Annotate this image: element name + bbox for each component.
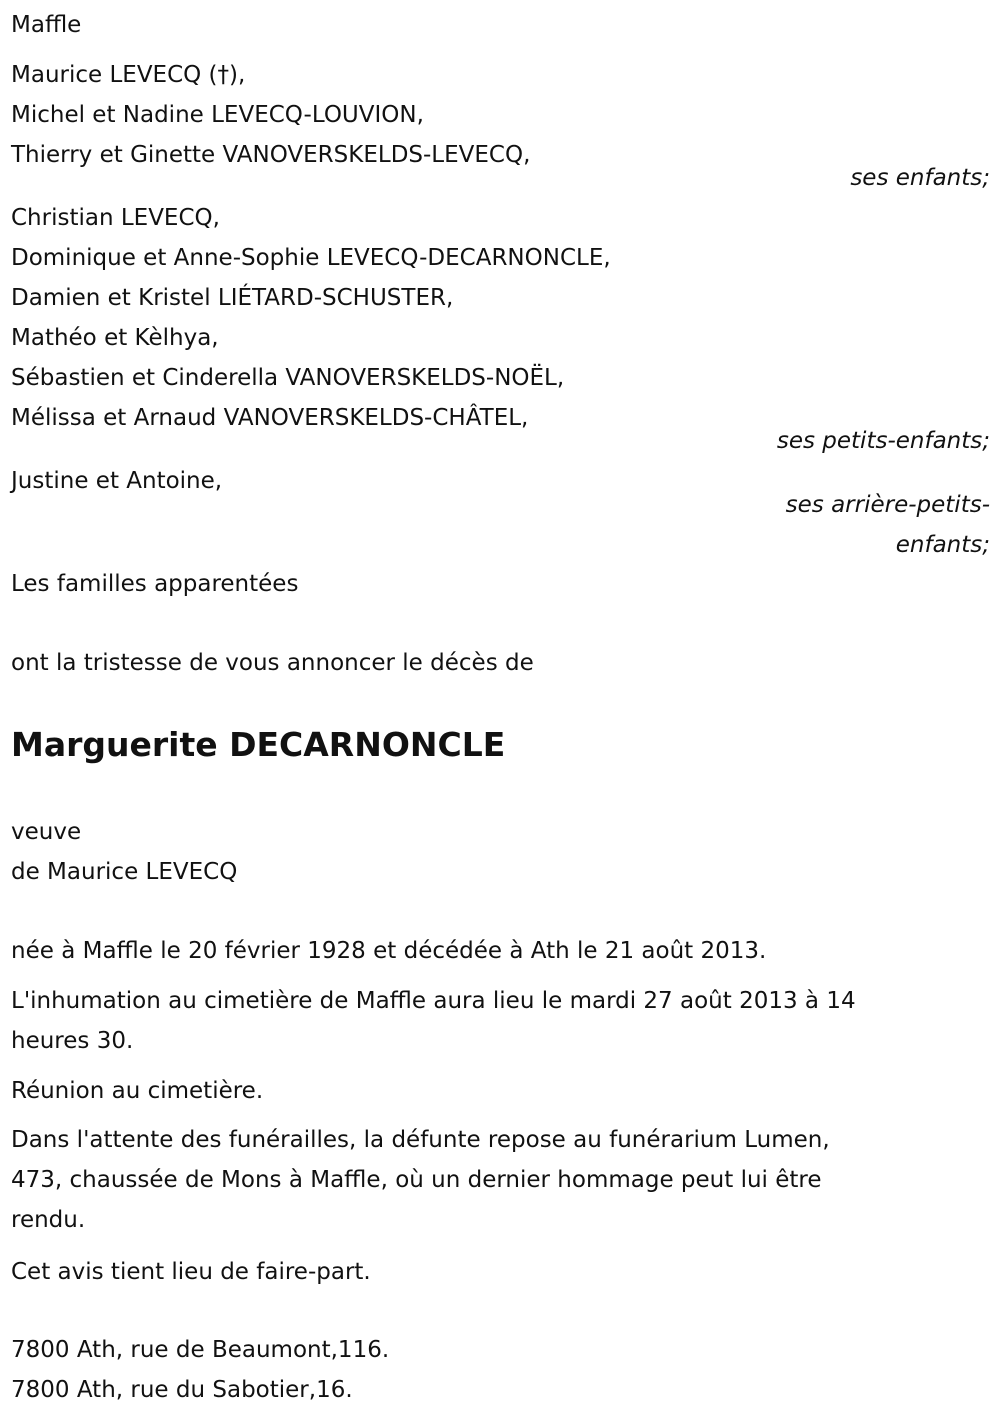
detail-line: Dans l'attente des funérailles, la défunte repose au funérarium Lumen, (11, 1127, 830, 1153)
grandchild-entry: Mélissa et Arnaud VANOVERSKELDS-CHÂTEL, (11, 405, 529, 431)
grandchild-entry: Christian LEVECQ, (11, 205, 220, 231)
grandchild-entry: Damien et Kristel LIÉTARD-SCHUSTER, (11, 285, 454, 311)
grandchild-entry: Sébastien et Cinderella VANOVERSKELDS-NOËL, (11, 365, 565, 391)
announcement: ont la tristesse de vous annoncer le décès de (11, 650, 534, 676)
great-grandchildren-label: enfants; (895, 532, 990, 558)
widow-line: veuve (11, 819, 82, 845)
great-grandchild-entry: Justine et Antoine, (11, 468, 223, 494)
grandchild-entry: Dominique et Anne-Sophie LEVECQ-DECARNONCLE, (11, 245, 611, 271)
detail-line: L'inhumation au cimetière de Maffle aura lieu le mardi 27 août 2013 à 14 (11, 988, 856, 1014)
great-grandchildren-label: ses arrière-petits- (785, 492, 990, 518)
address-line: 7800 Ath, rue de Beaumont,116. (11, 1337, 390, 1363)
deceased-name: Marguerite DECARNONCLE (11, 725, 506, 764)
detail-line: heures 30. (11, 1028, 134, 1054)
grandchildren-label: ses petits-enfants; (776, 428, 990, 454)
detail-line: Réunion au cimetière. (11, 1078, 264, 1104)
child-entry: Thierry et Ginette VANOVERSKELDS-LEVECQ, (11, 142, 531, 168)
detail-line: née à Maffle le 20 février 1928 et décédée à Ath le 21 août 2013. (11, 938, 767, 964)
widow-line: de Maurice LEVECQ (11, 859, 238, 885)
place: Maffle (11, 12, 82, 38)
detail-line: 473, chaussée de Mons à Maffle, où un dernier hommage peut lui être (11, 1167, 822, 1193)
child-entry: Maurice LEVECQ (†), (11, 62, 246, 88)
grandchild-entry: Mathéo et Kèlhya, (11, 325, 219, 351)
address-line: 7800 Ath, rue du Sabotier,16. (11, 1377, 353, 1403)
child-entry: Michel et Nadine LEVECQ-LOUVION, (11, 102, 424, 128)
children-label: ses enfants; (850, 165, 990, 191)
detail-line: rendu. (11, 1207, 86, 1233)
related-families: Les familles apparentées (11, 571, 299, 597)
detail-line: Cet avis tient lieu de faire-part. (11, 1259, 371, 1285)
